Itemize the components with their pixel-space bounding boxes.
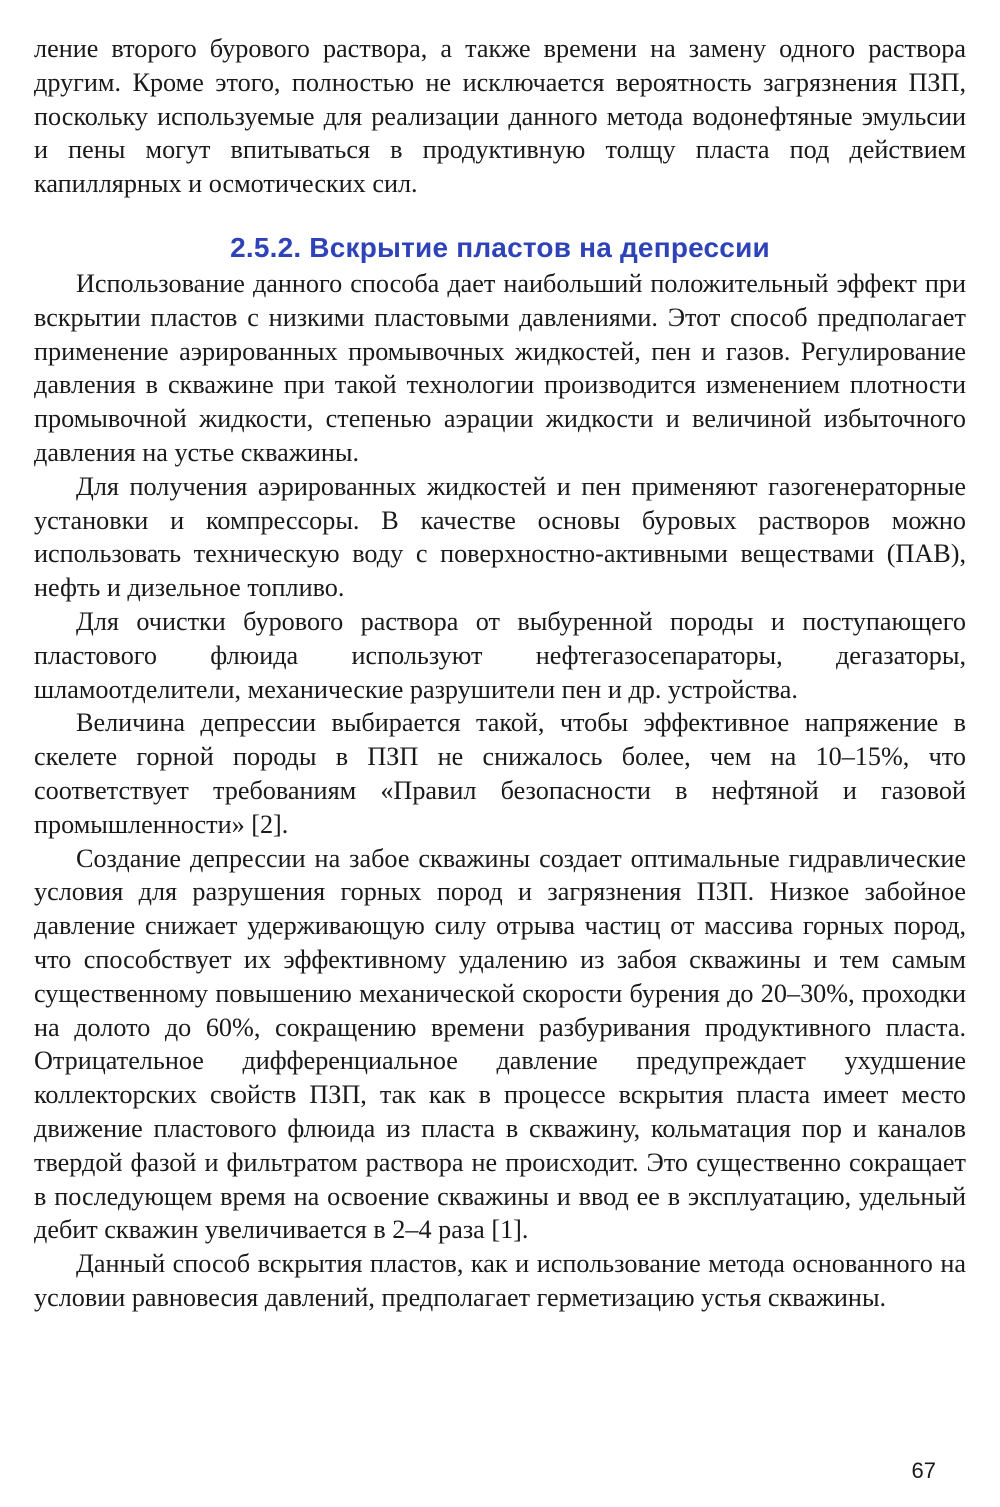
page-body xyxy=(34,32,966,1315)
paragraph: Величина депрессии выбирается такой, чтобы эффективное напряжение в скелете горной породы в ПЗП не снижалось более, чем на 10–15%, что соответствует требованиям «Правил безопасности в нефтяной и газовой промышленности» [2]. xyxy=(34,708,966,839)
paragraph: Использование данного способа дает наибольший положительный эффект при вскрытии пластов с низкими пластовыми давлениями. Этот способ предполагает применение аэрированных промывочных жидкостей, пен и газов. Регулирование давления в скважине при такой технологии производится изменением плотности промывочной жидкости, степенью аэрации жидкости и величиной избыточного давления на устье скважины. xyxy=(34,268,966,467)
paragraph: Для очистки бурового раствора от выбуренной породы и поступающего пластового флюида используют нефтегазосепараторы, дегазаторы, шламоотделители, механические разрушители пен и др. устройства. xyxy=(34,606,966,704)
paragraph: Создание депрессии на забое скважины создает оптимальные гидравлические условия для разрушения горных пород и загрязнения ПЗП. Низкое забойное давление снижает удерживающую силу отрыва частиц от массива горных пород, что способствует их эффективному удалению из забоя скважины и тем самым существенному повышению механической скорости бурения до 20–30%, проходки на долото до 60%, сокращению времени разбуривания продуктивного пласта. Отрицательное дифференциальное давление предупреждает ухудшение коллекторских свойств ПЗП, так как в процессе вскрытия пласта имеет место движение пластового флюида из пласта в скважину, кольматация пор и каналов твердой фазой и фильтратом раствора не происходит. Это существенно сокращает в последующем время на освоение скважины и ввод ее в эксплуатацию, удельный дебит скважин увеличивается в 2–4 раза [1]. xyxy=(34,843,966,1245)
page-number: 67 xyxy=(911,1458,936,1483)
paragraph-continued: ление второго бурового раствора, а также времени на замену одного раствора другим. Кроме этого, полностью не исключается вероятность загрязнения ПЗП, поскольку используемые для реализации данного метода водонефтяные эмульсии и пены могут впитываться в продуктивную толщу пласта под действием капиллярных и осмотических сил. xyxy=(34,34,966,199)
paragraph: Данный способ вскрытия пластов, как и использование метода основанного на условии равновесия давлений, предполагает герметизацию устья скважины. xyxy=(34,1249,966,1312)
section-heading: 2.5.2. Вскрытие пластов на депрессии xyxy=(230,231,770,263)
paragraph: Для получения аэрированных жидкостей и пен применяют газогенераторные установки и компрессоры. В качестве основы буровых растворов можно использовать техническую воду с поверхностно-активными веществами (ПАВ), нефть и дизельное топливо. xyxy=(34,471,966,603)
